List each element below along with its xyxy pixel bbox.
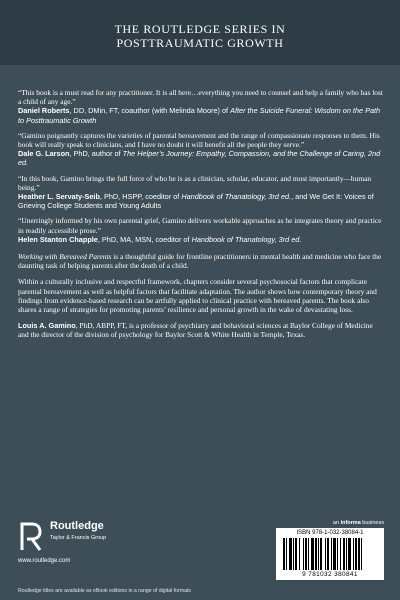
barcode-bar: [340, 538, 341, 570]
barcode-bar: [348, 538, 351, 570]
barcode-bar: [299, 538, 300, 570]
routledge-logo-icon: [18, 520, 44, 554]
endorser-credentials: , DD, DMin, FT, coauthor (with Melinda Moore) of: [69, 106, 231, 116]
barcode-bar: [311, 538, 314, 570]
barcode-bar: [305, 538, 307, 570]
quote-text: “Unerringly informed by his own parental grief, Gamino delivers workable approaches as he integrates theory and practice in readily accessible prose.”: [18, 216, 382, 235]
informa-prefix: an: [332, 520, 341, 526]
informa-suffix: business: [360, 520, 384, 526]
barcode-bar: [355, 538, 357, 570]
barcode-bar: [333, 538, 336, 570]
barcode-bar: [283, 538, 285, 570]
series-banner: [0, 0, 400, 65]
isbn-label: ISBN 978-1-032-38084-1: [296, 530, 364, 536]
barcode-bar: [331, 538, 332, 570]
description-paragraph: [18, 252, 384, 270]
barcode-bar: [289, 538, 292, 570]
barcode-bar: [286, 538, 287, 570]
author-bio-text: , PhD, ABPP, FT, is a professor of psychiatry and behavioral sciences at Baylor College of Medicine and the director of the division of psychology for Baylor Scott & White Health in Temple, Texas.: [18, 321, 373, 340]
endorser-name: Heather L. Servaty-Seib: [18, 192, 100, 202]
publisher-block: [18, 516, 178, 568]
publisher-name: Routledge: [50, 520, 104, 532]
barcode-digits: 9 781032 380841: [302, 571, 358, 578]
barcode-bar: [303, 538, 304, 570]
quote-attribution: [18, 106, 384, 124]
endorser-work: Handbook of Thanatology, 3rd ed.: [191, 234, 302, 244]
endorser-name: Daniel Roberts: [18, 106, 70, 116]
endorser-work: The Helper’s Journey: Empathy, Compassion, and the Challenge of Caring, 2nd ed.: [18, 149, 381, 168]
barcode-bar: [346, 538, 347, 570]
barcode-bar: [315, 538, 317, 570]
endorser-credentials: , PhD, MA, MSN, coeditor of: [97, 234, 192, 244]
author-name: Louis A. Gamino: [18, 321, 76, 331]
endorsement-quote: [18, 88, 384, 125]
barcode-bar: [327, 538, 329, 570]
description-text: is a thoughtful guide for frontline practitioners in mental health and medicine who face the daunting task of helping parents after the death of a child.: [18, 252, 382, 271]
informa-business-label: [290, 520, 384, 526]
barcode-bar: [295, 538, 297, 570]
barcode-bar: [358, 538, 360, 570]
endorsement-quote: [18, 174, 384, 211]
barcode-bar: [320, 538, 322, 570]
barcode-bar: [353, 538, 354, 570]
barcode-bar: [293, 538, 294, 570]
quote-text: “This book is a must read for any practitioner. It is all here…everything you need to counsel and help a family who has lost a child of any age.”: [18, 88, 383, 107]
ebook-note: Routledge titles are available as eBook editions in a range of digital formats: [18, 588, 192, 594]
series-title-line-2: POSTTRAUMATIC GROWTH: [116, 36, 284, 50]
barcode-bar: [337, 538, 338, 570]
endorser-work: Handbook of Thanatology, 3rd ed.: [181, 192, 292, 202]
endorsement-quote: [18, 131, 384, 168]
barcode-bar: [343, 538, 345, 570]
barcode-bar: [318, 538, 319, 570]
series-title-line-1: THE ROUTLEDGE SERIES IN: [114, 22, 286, 36]
back-cover-text: [18, 88, 384, 347]
barcode-icon: [282, 538, 378, 570]
quote-text: “In this book, Gamino brings the full force of who he is as a clinician, scholar, educator, and most importantly—human being.”: [18, 173, 372, 192]
quote-text: “Gamino poignantly captures the varieties of parental bereavement and the range of compassionate responses to them. His book will really speak to clinicians, and I have no doubt it will benefit all the people they serve.”: [18, 130, 380, 150]
informa-name: informa: [340, 520, 361, 526]
barcode-bar: [325, 538, 326, 570]
endorser-credentials: , PhD, HSPP, coeditor of: [99, 192, 182, 202]
endorser-tail: , and We Get It: Voices of Grieving College Students and Young Adults: [18, 192, 374, 211]
quote-attribution: [18, 149, 384, 167]
barcode-bar: [361, 538, 362, 570]
endorsement-quote: [18, 216, 384, 244]
endorser-credentials: , PhD, author of: [69, 149, 123, 159]
quote-attribution: [18, 235, 384, 244]
endorser-work: After the Suicide Funeral: Wisdom on the Path to Posttraumatic Growth: [18, 106, 381, 125]
publisher-group: Taylor & Francis Group: [50, 535, 107, 541]
description-paragraph: Within a culturally inclusive and respectful framework, chapters consider several psychosocial factors that complicate parental bereavement as well as helpful factors that facilitate adaptation. The author shows how contemporary theory and findings from evidence-based research can be artfully applied to clinical practice with bereaved parents. The book also shares a range of strategies for promoting parents’ resilience and personal growth in the wake of devastating loss.: [18, 277, 377, 315]
endorser-name: Helen Stanton Chapple: [18, 234, 98, 244]
publisher-url: www.routledge.com: [18, 558, 71, 564]
author-bio: [18, 321, 384, 339]
barcode-bar: [308, 538, 309, 570]
barcode-box: [276, 528, 384, 580]
quote-attribution: [18, 192, 384, 210]
book-title-italic: Working with Bereaved Parents: [18, 252, 112, 262]
endorser-name: Dale G. Larson: [18, 149, 70, 159]
